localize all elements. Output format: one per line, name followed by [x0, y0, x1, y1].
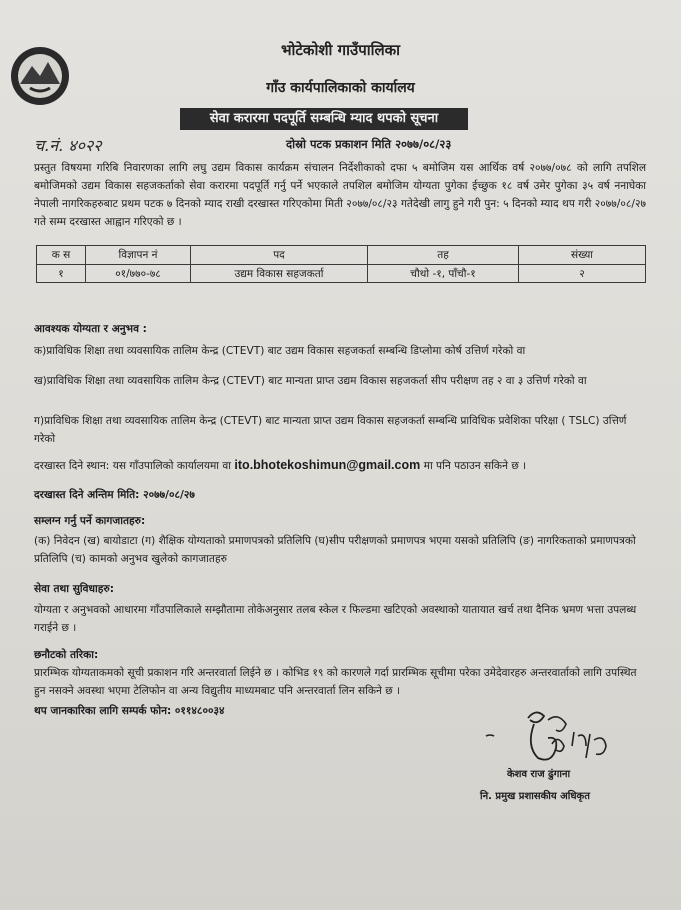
col-post: पद	[191, 246, 368, 265]
selection-heading: छनौटको तरिका:	[34, 649, 99, 661]
submission-place-text: दरखास्त दिने स्थान: यस गाँउपालिको कार्यालयमा वा	[34, 460, 232, 472]
qualification-item: ख)प्राविधिक शिक्षा तथा व्यवसायिक तालिम केन्द्र (CTEVT) बाट मान्यता प्राप्त उद्यम विकास सहजकर्ता सीप परीक्षण तह २ वा ३ उत्तिर्ण गरेको वा	[34, 375, 587, 387]
table-row	[37, 265, 646, 283]
benefits-heading: सेवा तथा सुविधाहरु:	[34, 583, 114, 595]
cell-level: चौथो -१, पाँचौ-१	[368, 265, 519, 283]
publication-date: दोस्रो पटक प्रकाशन मिति २०७७/०८/२३	[286, 137, 452, 151]
cell-ad-no: ०१/७७०-७८	[86, 265, 191, 283]
submission-email[interactable]: ito.bhotekoshimun@gmail.com	[234, 458, 421, 472]
handwritten-signature	[482, 706, 632, 766]
qualification-item: क)प्राविधिक शिक्षा तथा व्यवसायिक तालिम केन्द्र (CTEVT) बाट उद्यम विकास सहजकर्ता सम्बन्धि डिप्लोमा कोर्ष उत्तिर्ण गरेको वा	[34, 345, 526, 357]
table-header-row	[37, 246, 646, 265]
municipality-name: भोटेकोशी गाउँपालिका	[280, 41, 401, 59]
notice-title: सेवा करारमा पदपूर्ति सम्बन्धि म्याद थपको सूचना	[180, 108, 468, 130]
documents-text: (क) निवेदन (ख) बायोडाटा (ग) शैक्षिक योग्यताको प्रमाणपत्रको प्रतिलिपि (घ)सीप परीक्षणको प्रमाणपत्र भएमा यसको प्रतिलिपि (ङ) नागरिकताको प्रमाणपत्रको प्रतिलिपि (च) कामको अनुभव खुलेको कागजातहरु	[34, 535, 636, 565]
contact-phone: थप जानकारिका लागि सम्पर्क फोन: ०११४८००३४	[34, 705, 225, 717]
signer-name: केशव राज ढुंगाना	[507, 769, 571, 780]
col-level: तह	[368, 246, 519, 265]
benefits-text: योग्यता र अनुभवको आधारमा गाँउपालिकाले सम्झौतामा तोकेअनुसार तलब स्केल र फिल्डमा खटिएको अवस्थाको यातायात खर्च तथा दैनिक भ्रमण भत्ता उपलब्ध गराईने छ ।	[34, 604, 637, 634]
cell-count: २	[519, 265, 646, 283]
col-ad-no: विज्ञापन नं	[86, 246, 191, 265]
submission-place-suffix: मा पनि पठाउन सकिने छ ।	[423, 460, 527, 472]
qualifications-heading: आवश्यक योग्यता र अनुभव :	[34, 323, 147, 335]
col-sn: क स	[37, 246, 86, 265]
documents-heading: सम्लग्न गर्नु पर्ने कागजातहरु:	[34, 515, 146, 527]
cell-sn: १	[37, 265, 86, 283]
col-count: संख्या	[519, 246, 646, 265]
deadline: दरखास्त दिने अन्तिम मिति: २०७७/०८/२७	[34, 489, 195, 501]
cell-post: उद्यम विकास सहजकर्ता	[191, 265, 368, 283]
office-name: गाँउ कार्यपालिकाको कार्यालय	[266, 80, 415, 96]
selection-text: प्रारम्भिक योग्यताकमको सूची प्रकाशन गरि अन्तरवार्ता लिईने छ । कोभिड १९ को कारणले गर्दा प्रारम्भिक सूचीमा परेका उमेदेवारहरु अन्तरवार्ताको लागि उपस्थित हुन नसक्ने अवस्था भएमा टेलिफोन वा अन्य विद्युतीय माध्यमबाट पनि अन्तरवार्ता लिन सकिने छ ।	[34, 667, 637, 697]
intro-paragraph: प्रस्तुत विषयमा गरिबि निवारणका लागि लघु उद्यम विकास कार्यक्रम संचालन निर्देशीकाको दफा ५ बमोजिम यस आर्थिक वर्ष २०७७/०७८ को लागि तपशिल बमोजिमको उद्यम विकास सहजकर्ताको सेवा करारमा पदपूर्ति गर्नु पर्ने भएकाले तपशिल बमोजिम योग्यता पुगेका ईच्छुक १८ वर्ष उमेर पुगेका ३५ वर्ष ननाघेका नेपाली नागरिकहरुबाट प्रथम पटक ७ दिनको म्याद राखी दरखास्त गरिएकोमा मिती २०७७/०८/२३ गतेदेखी लागु हुने गरी पुन: ५ दिनको म्याद थप गरी २०७७/०८/२७ गते सम्म दरखास्त आह्वान गरिएको छ ।	[34, 162, 646, 228]
signer-title: नि. प्रमुख प्रशासकीय अधिकृत	[480, 791, 590, 802]
submission-place	[34, 456, 646, 475]
vacancy-table	[36, 245, 646, 283]
reference-number: च.नं. ४०२२	[34, 136, 102, 155]
qualification-item: ग)प्राविधिक शिक्षा तथा व्यवसायिक तालिम केन्द्र (CTEVT) बाट मान्यता प्राप्त उद्यम विकास सहजकर्ता सम्बन्धि प्राविधिक प्रवेशिका परिक्षा ( TSLC) उत्तिर्ण गरेको	[34, 415, 627, 445]
